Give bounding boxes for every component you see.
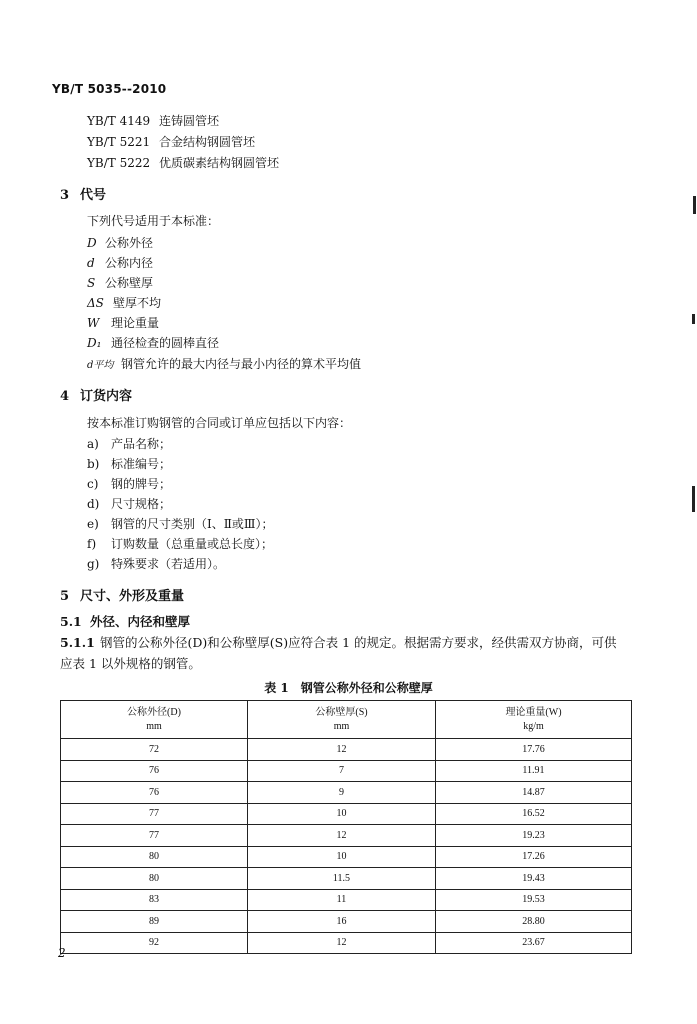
order-item (87, 495, 171, 512)
symbol-desc: 壁厚不均 (113, 296, 162, 310)
section-title: 代号 (80, 188, 107, 203)
symbol-desc: 公称外径 (105, 236, 154, 250)
weight-cell: 19.53 (436, 889, 632, 911)
clause-5-1-1-line-1 (60, 633, 617, 651)
outer-diameter-cell: 77 (61, 803, 248, 825)
subsection-5-1-heading (60, 612, 190, 630)
order-item (87, 475, 171, 492)
table-1 (60, 700, 632, 954)
weight-cell: 19.23 (436, 825, 632, 847)
table-row (61, 932, 632, 954)
table-row (61, 803, 632, 825)
wall-thickness-cell: 12 (248, 932, 436, 954)
reference-title: 合金结构钢圆管坯 (159, 135, 256, 149)
outer-diameter-cell: 89 (61, 911, 248, 933)
symbol-desc: 钢管允许的最大内径与最小内径的算术平均值 (121, 357, 362, 371)
wall-thickness-cell: 10 (248, 846, 436, 868)
header-cell (436, 701, 632, 739)
outer-diameter-cell: 76 (61, 782, 248, 804)
clause-number: 5.1.1 (60, 635, 95, 650)
section-number: 4 (60, 389, 70, 404)
table-header-row (61, 701, 632, 739)
outer-diameter-cell: 76 (61, 760, 248, 782)
symbol-row (87, 254, 153, 271)
wall-thickness-cell: 12 (248, 825, 436, 847)
reference-title: 连铸圆管坯 (159, 114, 220, 128)
weight-cell: 11.91 (436, 760, 632, 782)
outer-diameter-cell: 72 (61, 739, 248, 761)
outer-diameter-cell: 80 (61, 868, 248, 890)
standard-code-header: YB/T 5035--2010 (52, 82, 167, 96)
order-item-text: 尺寸规格； (111, 497, 172, 511)
section-number: 5 (60, 589, 70, 604)
wall-thickness-cell: 7 (248, 760, 436, 782)
wall-thickness-cell: 10 (248, 803, 436, 825)
symbol: d (87, 256, 95, 270)
symbol-desc: 公称内径 (105, 256, 154, 270)
order-item-label: d) (87, 497, 100, 511)
symbol-row (87, 234, 153, 251)
weight-cell: 17.26 (436, 846, 632, 868)
symbol-row (87, 294, 161, 311)
reference-code: YB/T 5221 (87, 135, 151, 149)
order-item-label: g) (87, 557, 100, 571)
weight-cell: 28.80 (436, 911, 632, 933)
weight-cell: 23.67 (436, 932, 632, 954)
table-row (61, 889, 632, 911)
order-item (87, 515, 273, 532)
table-row (61, 846, 632, 868)
table-row (61, 825, 632, 847)
symbol-row (87, 334, 219, 351)
order-item (87, 555, 225, 572)
order-item-text: 订购数量（总重量或总长度）； (111, 537, 274, 551)
symbol: ΔS (87, 296, 104, 310)
clause-text: 钢管的公称外径(D)和公称壁厚(S)应符合表 1 的规定。根据需方要求，经供需双方协商，可供 (100, 635, 617, 650)
reference-item (87, 112, 219, 129)
wall-thickness-cell: 9 (248, 782, 436, 804)
section-4-heading (60, 385, 132, 404)
table-row (61, 911, 632, 933)
outer-diameter-cell: 80 (61, 846, 248, 868)
weight-cell: 14.87 (436, 782, 632, 804)
symbol-row (87, 314, 159, 331)
table-row (61, 868, 632, 890)
section-3-heading (60, 184, 106, 203)
symbol: D (87, 236, 97, 250)
wall-thickness-cell: 11 (248, 889, 436, 911)
symbol-desc: 公称壁厚 (105, 276, 154, 290)
table-row (61, 782, 632, 804)
page-number: 2 (58, 946, 66, 960)
header-unit: mm (146, 720, 162, 732)
order-item (87, 455, 171, 472)
scan-edge-mark (692, 314, 695, 324)
order-item-label: f) (87, 537, 97, 551)
scan-edge-mark (693, 196, 696, 214)
section-title: 订货内容 (80, 389, 133, 404)
order-item-text: 钢的牌号； (111, 477, 172, 491)
reference-code: YB/T 5222 (87, 156, 151, 170)
order-item-label: a) (87, 437, 99, 451)
wall-thickness-cell: 16 (248, 911, 436, 933)
weight-cell: 19.43 (436, 868, 632, 890)
header-label: 公称壁厚(S) (315, 706, 368, 718)
section-title: 尺寸、外形及重量 (80, 589, 185, 604)
reference-item (87, 133, 255, 150)
header-unit: kg/m (523, 720, 544, 732)
reference-item (87, 154, 279, 171)
section-number: 3 (60, 188, 70, 203)
order-item-label: e) (87, 517, 99, 531)
clause-5-1-1-line-2: 应表 1 以外规格的钢管。 (60, 656, 201, 671)
symbol-desc: 通径检查的圆棒直径 (111, 336, 220, 350)
table-1-caption: 表 1 钢管公称外径和公称壁厚 (264, 681, 433, 695)
symbol-row (87, 355, 361, 372)
section-3-intro: 下列代号适用于本标准： (87, 214, 220, 228)
header-label: 理论重量(W) (505, 706, 562, 718)
order-item-label: c) (87, 477, 99, 491)
order-item (87, 535, 273, 552)
scan-edge-mark (692, 486, 695, 512)
header-cell (61, 701, 248, 739)
outer-diameter-cell: 77 (61, 825, 248, 847)
symbol-row (87, 274, 153, 291)
header-cell (248, 701, 436, 739)
subsection-title: 外径、内径和壁厚 (90, 614, 191, 629)
header-unit: mm (333, 720, 350, 732)
header-label: 公称外径(D) (127, 706, 181, 718)
order-item-label: b) (87, 457, 100, 471)
order-item-text: 标准编号； (111, 457, 172, 471)
section-5-heading (60, 585, 184, 604)
order-item-text: 产品名称； (111, 437, 172, 451)
order-item (87, 435, 171, 452)
weight-cell: 16.52 (436, 803, 632, 825)
wall-thickness-cell: 12 (248, 739, 436, 761)
outer-diameter-cell: 83 (61, 889, 248, 911)
order-item-text: 特殊要求（若适用）。 (111, 557, 226, 571)
symbol: S (87, 276, 96, 290)
reference-title: 优质碳素结构钢圆管坯 (159, 156, 280, 170)
subsection-number: 5.1 (60, 614, 82, 629)
reference-code: YB/T 4149 (87, 114, 151, 128)
section-4-intro: 按本标准订购钢管的合同或订单应包括以下内容： (87, 416, 352, 430)
wall-thickness-cell: 11.5 (248, 868, 436, 890)
table-row (61, 739, 632, 761)
symbol-desc: 理论重量 (111, 316, 160, 330)
symbol: W (87, 316, 100, 330)
outer-diameter-cell: 92 (61, 932, 248, 954)
symbol: d平均 (87, 360, 114, 371)
order-item-text: 钢管的尺寸类别（Ⅰ、Ⅱ或Ⅲ）； (111, 517, 274, 531)
symbol: D₁ (87, 336, 102, 350)
table-row (61, 760, 632, 782)
weight-cell: 17.76 (436, 739, 632, 761)
